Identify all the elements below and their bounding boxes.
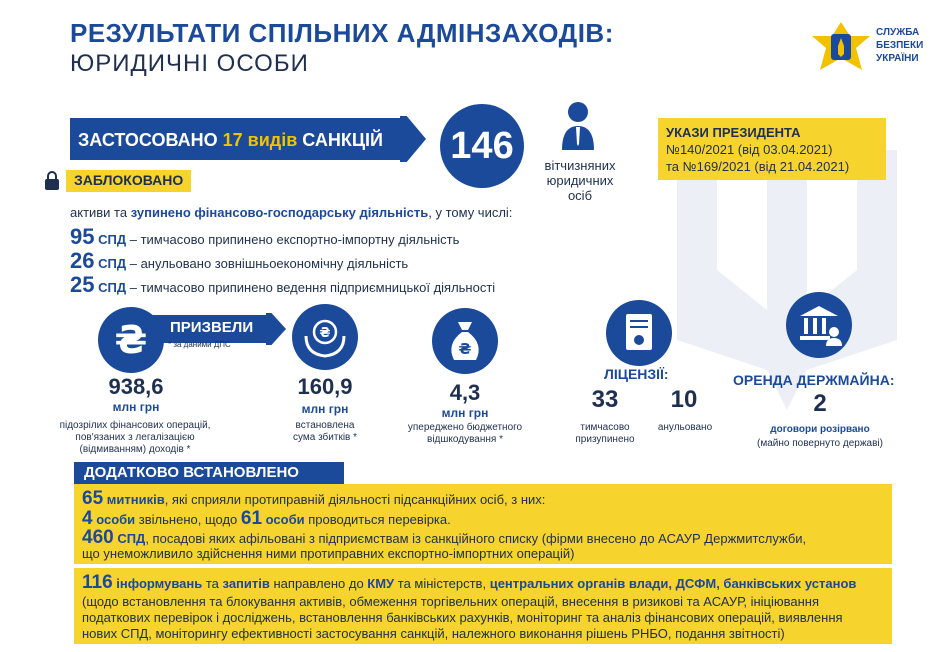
lease-desc1: договори розірвано	[770, 424, 870, 435]
license-icon	[606, 300, 672, 366]
licenses-suspended-desc: тимчасово призупинено	[575, 422, 635, 445]
blocked-label: ЗАБЛОКОВАНО	[66, 170, 191, 192]
damage-value: 160,9	[297, 374, 353, 399]
pryzvely-label: ПРИЗВЕЛИ	[170, 319, 254, 336]
page-subtitle: ЮРИДИЧНІ ОСОБИ	[70, 50, 309, 77]
lease-label: ОРЕНДА ДЕРЖМАЙНА:	[733, 372, 895, 388]
assets-line: активи та зупинено фінансово-господарську діяльність, у тому числі:	[70, 205, 513, 220]
additional-line: 460 СПД, посадові яких афільовані з підприємствам із санкційного списку (фірми внесено до АСАУР Держмитслужби,	[82, 527, 807, 548]
svg-text:₴: ₴	[458, 340, 472, 358]
org-name: СЛУЖБА БЕЗПЕКИ УКРАЇНИ	[876, 27, 924, 64]
damage-unit: млн грн	[301, 402, 349, 416]
ops-value: 938,6	[108, 374, 164, 399]
budget-unit: млн грн	[441, 406, 489, 420]
state-building-icon	[786, 292, 852, 358]
ssu-shield-icon	[812, 22, 870, 74]
damage-desc: встановлена сума збитків *	[292, 420, 358, 443]
licenses-cancelled-value: 10	[670, 386, 698, 413]
ops-desc: підозрілих фінансових операцій, пов'язаних з легалізацією (відмиванням) доходів *	[59, 420, 211, 455]
additional-header: ДОДАТКОВО ВСТАНОВЛЕНО	[74, 462, 344, 484]
additional-line: 65 митників, які сприяли протиправній діяльності підсанкційних осіб, з них:	[82, 488, 546, 509]
person-icon	[560, 100, 596, 152]
spd-row: 95 СПД – тимчасово припинено експортно-імпортну діяльність	[70, 224, 460, 249]
pryzvely-note: * за даними ДПС	[168, 340, 231, 349]
page-title: РЕЗУЛЬТАТИ СПІЛЬНИХ АДМІНЗАХОДІВ:	[70, 18, 614, 48]
svg-text:₴: ₴	[114, 318, 148, 362]
decrees-box: УКАЗИ ПРЕЗИДЕНТА №140/2021 (від 03.04.2021) та №169/2021 (від 21.04.2021)	[658, 118, 886, 180]
licenses-cancelled-desc: анульовано	[657, 422, 713, 433]
lease-desc2: (майно повернуто державі)	[757, 438, 883, 449]
ops-unit: млн грн	[112, 400, 160, 414]
lock-icon	[44, 170, 60, 190]
budget-desc: упереджено бюджетного відшкодування *	[407, 422, 523, 445]
licenses-label: ЛІЦЕНЗІЇ:	[604, 366, 669, 382]
additional-line: нових СПД, моніторингу ефективності застосування санкцій, належного виконання рішень РНБО, подання звітності)	[82, 626, 785, 641]
sanctions-text: ЗАСТОСОВАНО 17 видів САНКЦІЙ	[78, 130, 383, 150]
budget-value: 4,3	[449, 380, 481, 405]
licenses-suspended-value: 33	[591, 386, 619, 413]
additional-line: податкових перевірок і досліджень, встановлення банківських рахунків, моніторинг та аналіз фінансових операцій, виявлення	[82, 610, 843, 625]
spd-row: 25 СПД – тимчасово припинено ведення підприємницької діяльності	[70, 272, 496, 297]
additional-line: (щодо встановлення та блокування активів, обмеження торгівельних операцій, внесення в ризикові та АСАУР, ініціювання	[82, 594, 820, 609]
entities-label: вітчизняних юридичних осіб	[544, 158, 616, 203]
svg-text:₴: ₴	[319, 326, 331, 341]
money-hands-icon	[292, 304, 358, 370]
additional-line: 116 інформувань та запитів направлено до КМУ та міністерств, центральних органів влади, ДСФМ, банківських установ	[82, 572, 857, 593]
additional-line: що унеможливило здійснення ними протиправних експортно-імпортних операцій)	[82, 546, 575, 561]
additional-line: 4 особи звільнено, щодо 61 особи проводиться перевірка.	[82, 508, 451, 529]
money-bag-icon	[432, 308, 498, 374]
entities-count-badge: 146	[440, 104, 524, 188]
spd-row: 26 СПД – анульовано зовнішньоекономічну діяльність	[70, 248, 409, 273]
lease-value: 2	[813, 390, 827, 417]
